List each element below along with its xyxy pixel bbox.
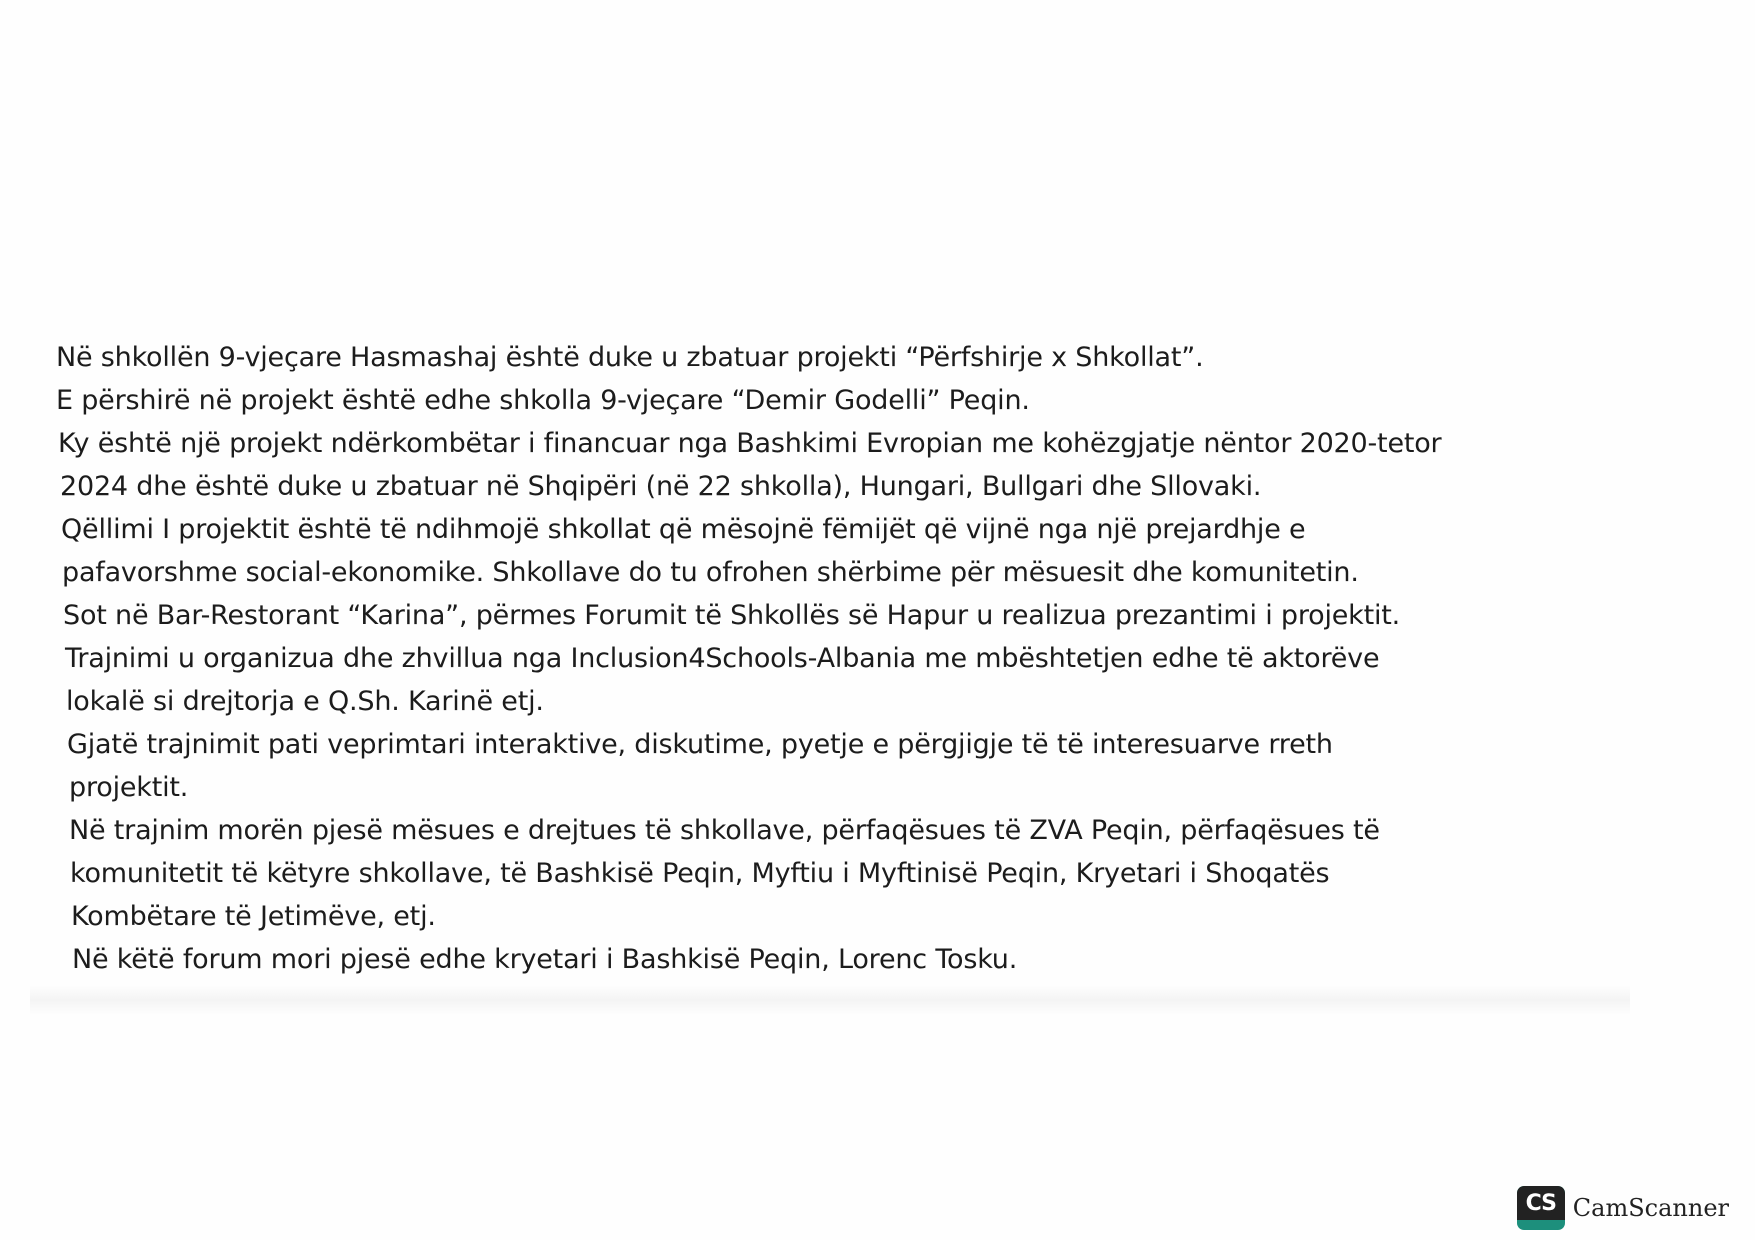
document-text — [56, 336, 1616, 981]
text-line: Qëllimi I projektit është të ndihmojë shkollat që mësojnë fëmijët që vijnë nga një prejardhje e — [61, 514, 1306, 545]
text-line: Gjatë trajnimit pati veprimtari interaktive, diskutime, pyetje e përgjigje të të interesuarve rreth — [67, 729, 1333, 760]
text-line: Trajnimi u organizua dhe zhvillua nga Inclusion4Schools-Albania me mbështetjen edhe të aktorëve — [65, 643, 1380, 674]
text-line: Sot në Bar-Restorant “Karina”, përmes Forumit të Shkollës së Hapur u realizua prezantimi i projektit. — [63, 600, 1401, 631]
text-line: Kombëtare të Jetimëve, etj. — [71, 901, 436, 932]
text-line: Në shkollën 9-vjeçare Hasmashaj është duke u zbatuar projekti “Përfshirje x Shkollat”. — [56, 342, 1204, 373]
camscanner-watermark — [1517, 1186, 1729, 1230]
text-line: E përshirë në projekt është edhe shkolla 9-vjeçare “Demir Godelli” Peqin. — [56, 385, 1030, 416]
text-line: komunitetit të këtyre shkollave, të Bashkisë Peqin, Myftiu i Myftinisë Peqin, Kryetari i Shoqatës — [70, 858, 1330, 889]
text-line: projektit. — [69, 772, 189, 803]
text-line: Në këtë forum mori pjesë edhe kryetari i Bashkisë Peqin, Lorenc Tosku. — [72, 944, 1018, 975]
text-line: lokalë si drejtorja e Q.Sh. Karinë etj. — [66, 686, 544, 717]
camscanner-logo-icon — [1517, 1186, 1565, 1230]
text-line: Në trajnim morën pjesë mësues e drejtues të shkollave, përfaqësues të ZVA Peqin, përfaqësues të — [69, 815, 1380, 846]
camscanner-logo-text: CS — [1517, 1186, 1565, 1220]
text-line: 2024 dhe është duke u zbatuar në Shqipëri (në 22 shkolla), Hungari, Bullgari dhe Sllovaki. — [60, 471, 1262, 502]
text-line: pafavorshme social-ekonomike. Shkollave do tu ofrohen shërbime për mësuesit dhe komunitetin. — [62, 557, 1359, 588]
scan-shadow — [30, 985, 1630, 1015]
camscanner-name: CamScanner — [1572, 1194, 1729, 1222]
text-line: Ky është një projekt ndërkombëtar i financuar nga Bashkimi Evropian me kohëzgjatje nëntor 2020-tetor — [58, 428, 1442, 459]
